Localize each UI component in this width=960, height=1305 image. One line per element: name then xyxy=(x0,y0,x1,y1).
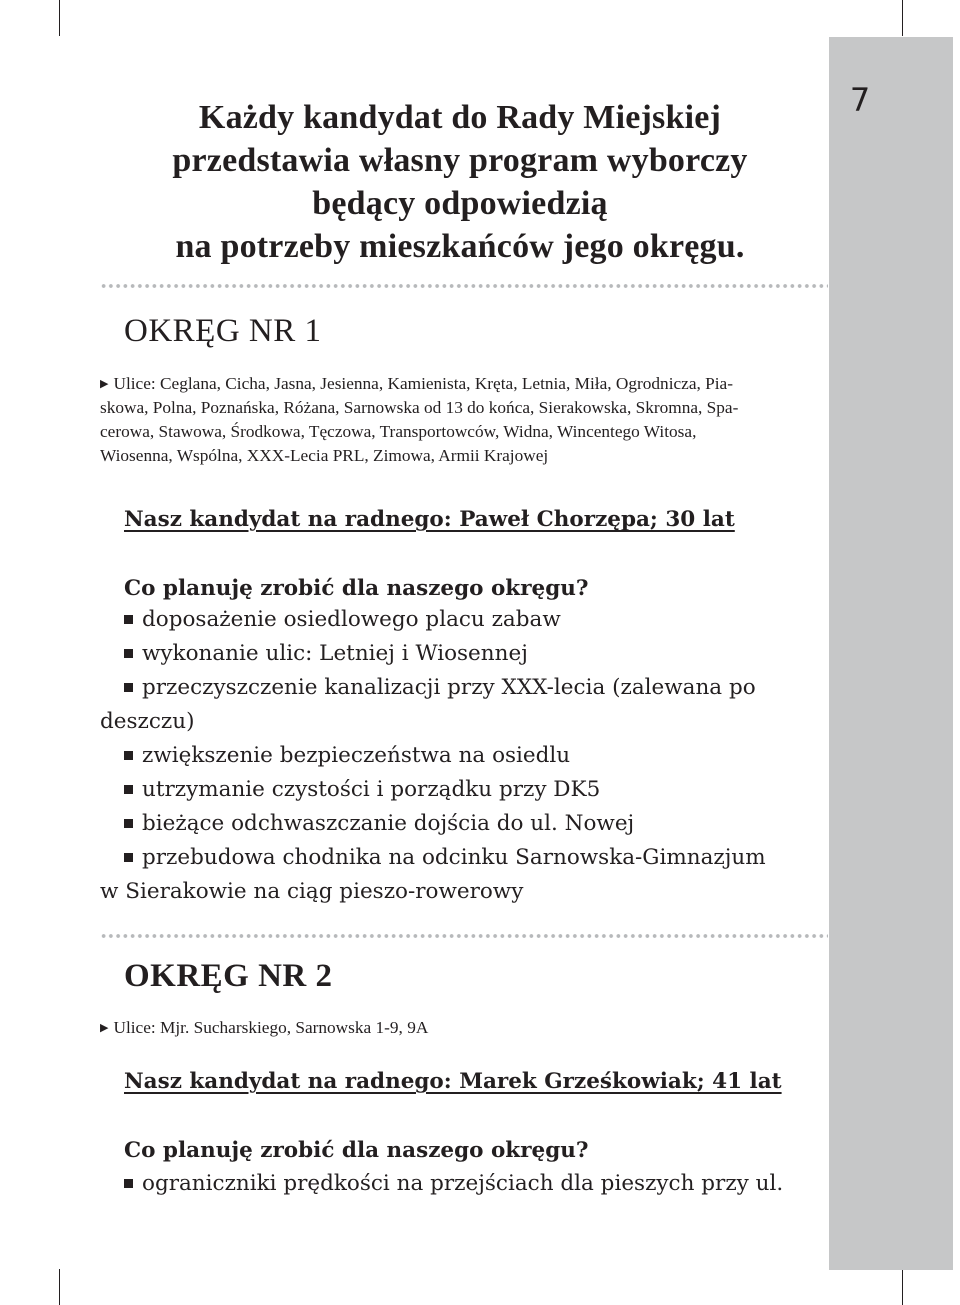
list-item-continuation: w Sierakowie na ciąg pieszo-rowerowy xyxy=(100,879,524,904)
square-bullet-icon xyxy=(124,785,133,794)
square-bullet-icon xyxy=(124,751,133,760)
square-bullet-icon xyxy=(124,853,133,862)
district-2-streets xyxy=(100,1016,815,1040)
dotted-divider xyxy=(100,934,828,938)
intro-line: przedstawia własny program wyborczy xyxy=(172,142,748,179)
intro-heading xyxy=(100,96,820,268)
district-2-title: OKRĘG NR 2 xyxy=(124,958,333,994)
intro-line: na potrzeby mieszkańców jego okręgu. xyxy=(175,228,745,265)
district-2-plan-heading: Co planuję zrobić dla naszego okręgu? xyxy=(124,1138,589,1163)
crop-mark-bottom-left xyxy=(59,1269,60,1305)
square-bullet-icon xyxy=(124,819,133,828)
streets-line: cerowa, Stawowa, Środkowa, Tęczowa, Transportowców, Widna, Wincentego Witosa, xyxy=(100,422,697,441)
crop-mark-bottom-right xyxy=(902,1269,903,1305)
crop-mark-top-right xyxy=(902,0,903,36)
streets-line: skowa, Polna, Poznańska, Różana, Sarnowska od 13 do końca, Sierakowska, Skromna, Spa- xyxy=(100,398,739,417)
district-1-plan-heading: Co planuję zrobić dla naszego okręgu? xyxy=(124,576,589,601)
list-item: utrzymanie czystości i porządku przy DK5 xyxy=(100,773,820,807)
square-bullet-icon xyxy=(124,683,133,692)
crop-mark-top-left xyxy=(59,0,60,36)
list-item: ograniczniki prędkości na przejściach dla pieszych przy ul. xyxy=(100,1167,820,1201)
page-side-tab xyxy=(829,37,953,1270)
triangle-bullet-icon: ▶ xyxy=(100,378,109,390)
list-item: bieżące odchwaszczanie dojścia do ul. Nowej xyxy=(100,807,820,841)
square-bullet-icon xyxy=(124,1179,133,1188)
intro-line: będący odpowiedzią xyxy=(312,185,608,222)
list-item: przebudowa chodnika na odcinku Sarnowska-Gimnazjum xyxy=(100,841,820,875)
page-number: 7 xyxy=(849,81,871,119)
district-2-candidate: Nasz kandydat na radnego: Marek Grześkowiak; 41 lat xyxy=(124,1069,782,1094)
district-1-candidate: Nasz kandydat na radnego: Paweł Chorzępa; 30 lat xyxy=(124,507,735,532)
square-bullet-icon xyxy=(124,649,133,658)
list-item: wykonanie ulic: Letniej i Wiosennej xyxy=(100,637,820,671)
streets-line: ▶ Ulice: Ceglana, Cicha, Jasna, Jesienna, Kamienista, Kręta, Letnia, Miła, Ogrodnicza, Pia- xyxy=(100,372,815,396)
list-item: doposażenie osiedlowego placu zabaw xyxy=(100,603,820,637)
list-item: przeczyszczenie kanalizacji przy XXX-lecia (zalewana po xyxy=(100,671,820,705)
list-item-continuation: deszczu) xyxy=(100,709,195,734)
streets-line: ▶ Ulice: Mjr. Sucharskiego, Sarnowska 1-9, 9A xyxy=(100,1016,815,1040)
district-1-plan-list xyxy=(100,603,820,909)
district-1-streets xyxy=(100,372,815,468)
district-1-title: OKRĘG NR 1 xyxy=(124,313,322,349)
triangle-bullet-icon: ▶ xyxy=(100,1022,109,1034)
dotted-divider xyxy=(100,284,828,288)
streets-line: Wiosenna, Wspólna, XXX-Lecia PRL, Zimowa, Armii Krajowej xyxy=(100,446,549,465)
district-2-plan-list xyxy=(100,1167,820,1201)
intro-line: Każdy kandydat do Rady Miejskiej xyxy=(198,99,722,136)
square-bullet-icon xyxy=(124,615,133,624)
list-item: zwiększenie bezpieczeństwa na osiedlu xyxy=(100,739,820,773)
